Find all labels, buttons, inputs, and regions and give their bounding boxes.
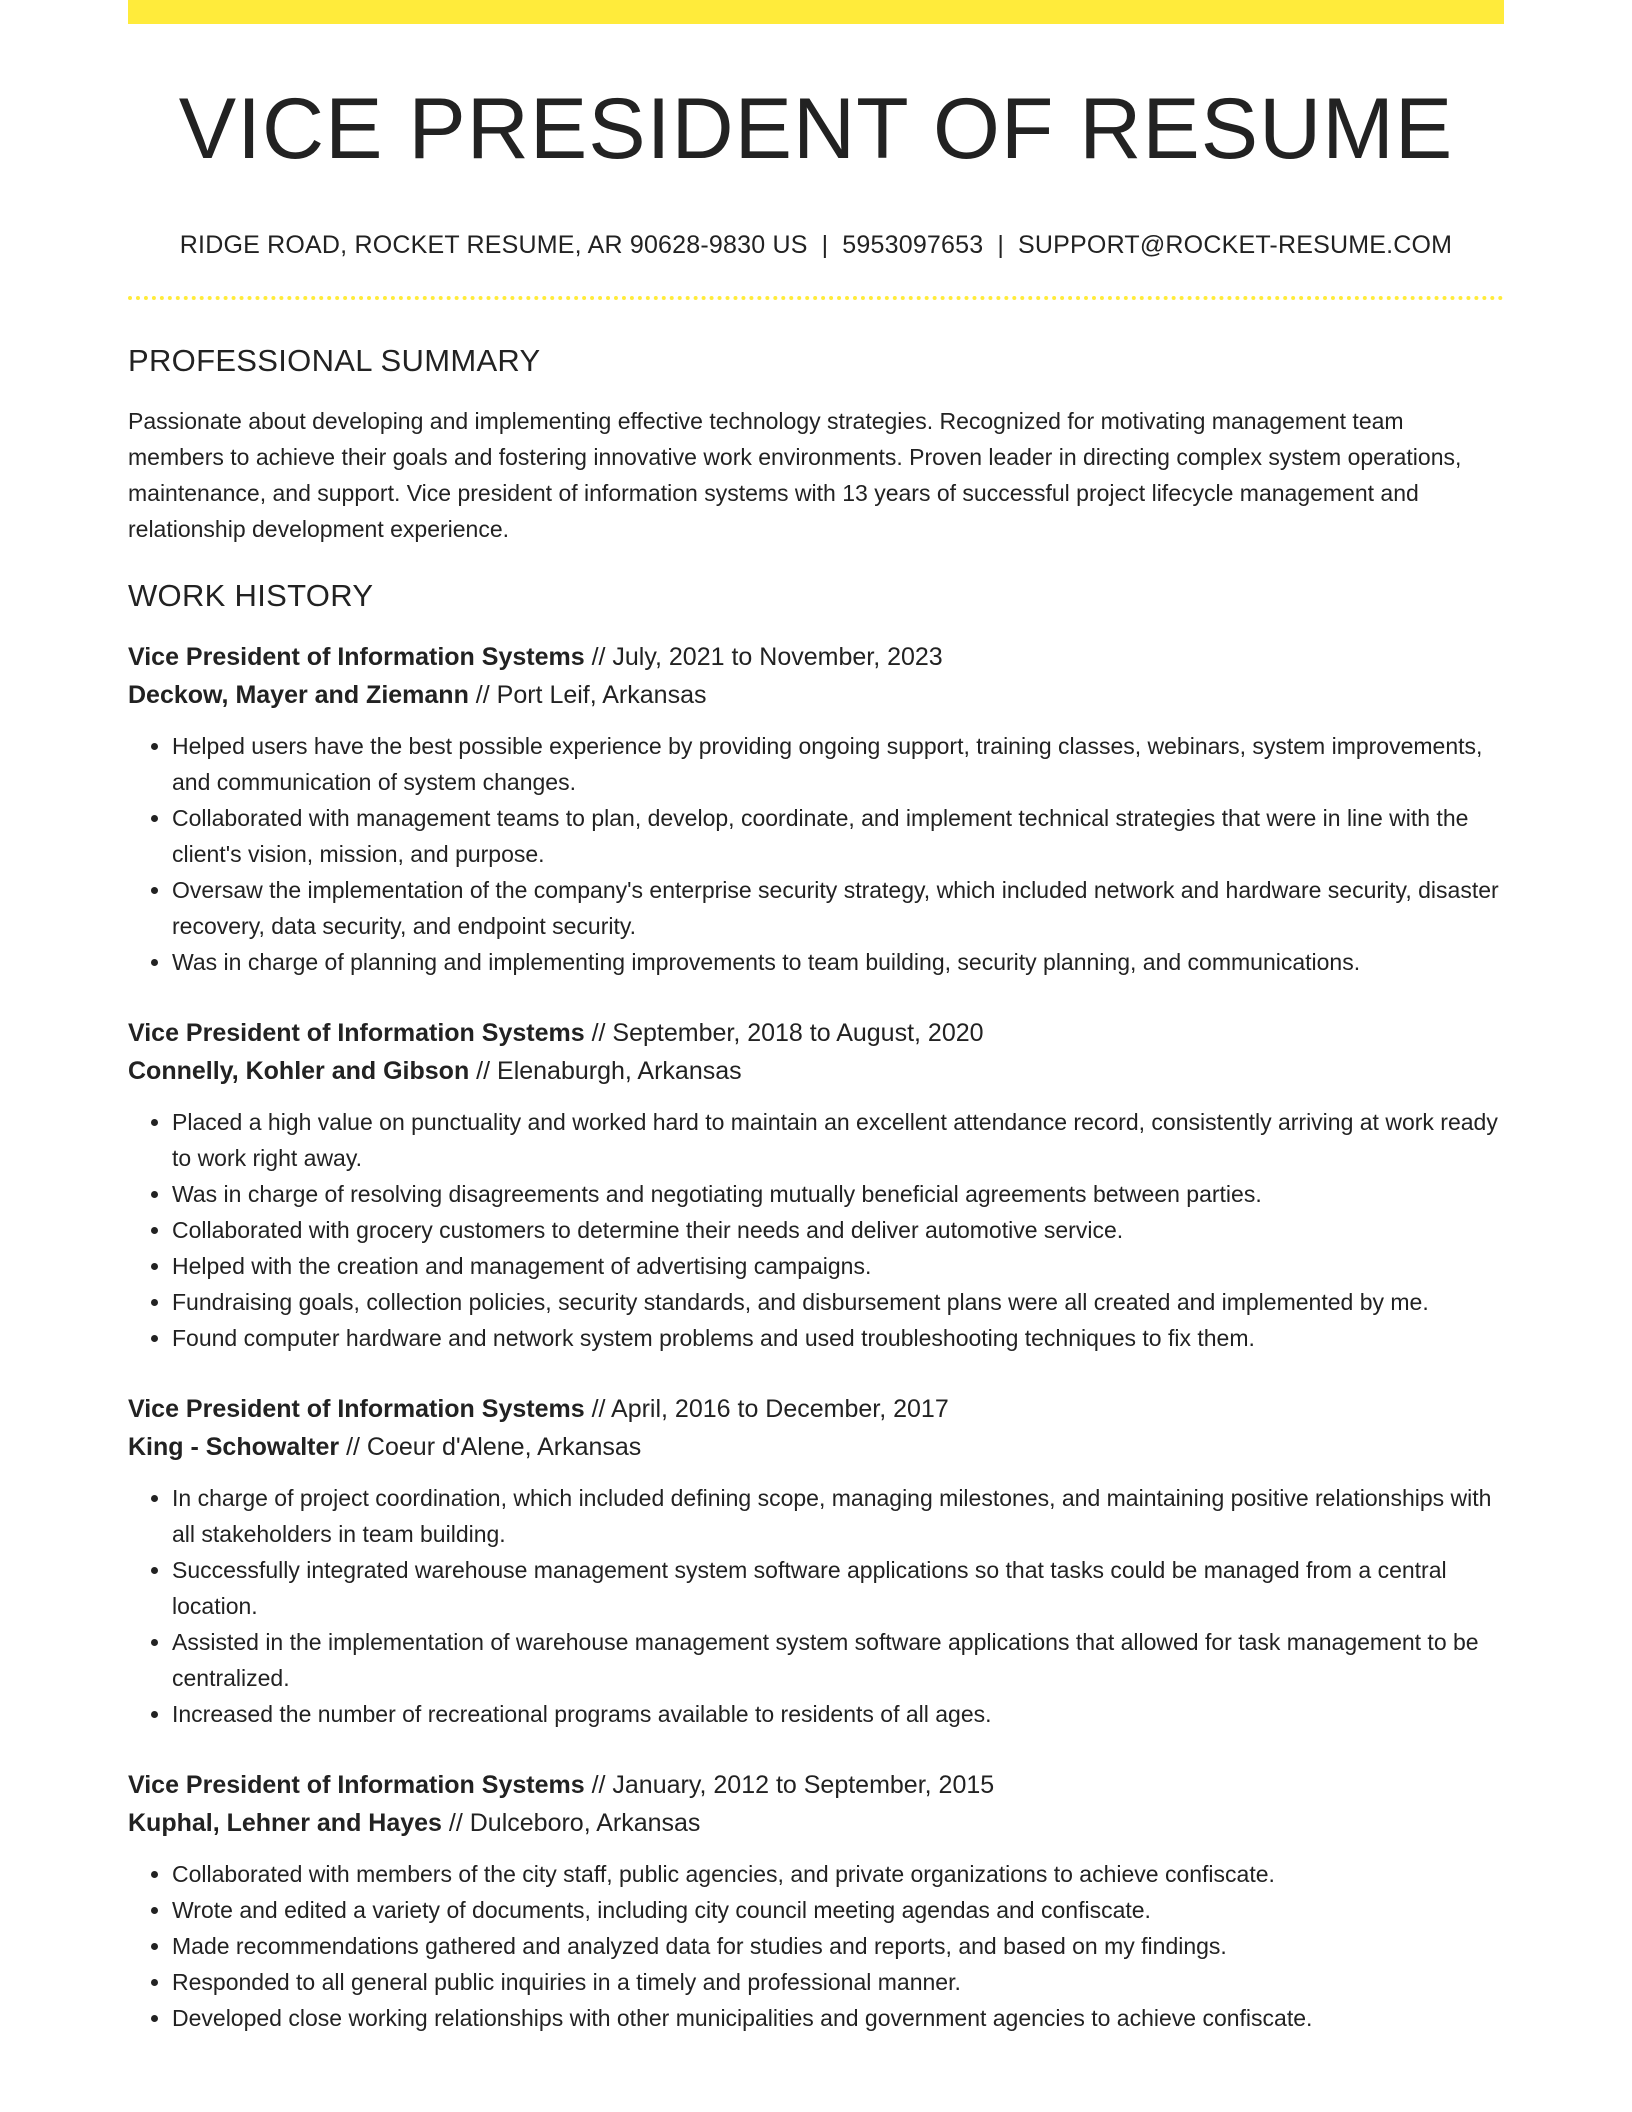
job-bullet: • Collaborated with grocery customers to determine their needs and deliver automotive service.: [172, 1212, 1504, 1248]
job-bullets: [128, 728, 1504, 980]
job-bullet: • Developed close working relationships with other municipalities and government agencies to achieve confiscate.: [172, 2000, 1504, 2036]
summary-text: Passionate about developing and implementing effective technology strategies. Recognized for motivating management team members to achieve their goals and fostering innovative work environments. Proven leader in directing complex system operations, maintenance, and support. Vice president of information systems with 13 years of successful project lifecycle management and relationship development experience.: [128, 408, 1462, 543]
job-location: // Dulceboro, Arkansas: [441, 1809, 701, 1838]
job-entry: [128, 1766, 1504, 2036]
job-dates: // July, 2021 to November, 2023: [584, 643, 943, 672]
job-bullet: • Fundraising goals, collection policies, security standards, and disbursement plans were all created and implemented by me.: [172, 1284, 1504, 1320]
job-title-line: [128, 1390, 1504, 1428]
job-bullets: [128, 1480, 1504, 1732]
job-company: Kuphal, Lehner and Hayes: [128, 1809, 442, 1838]
job-company-line: [128, 676, 1504, 714]
job-bullet: • Made recommendations gathered and analyzed data for studies and reports, and based on my findings.: [172, 1928, 1504, 1964]
job-entry: [128, 1390, 1504, 1732]
job-title-line: [128, 638, 1504, 676]
job-role: Vice President of Information Systems: [128, 1395, 585, 1424]
job-role: Vice President of Information Systems: [128, 1771, 585, 1800]
job-dates: // January, 2012 to September, 2015: [584, 1771, 995, 1800]
job-bullet: • Was in charge of planning and implementing improvements to team building, security planning, and communications.: [172, 944, 1504, 980]
job-company: King - Schowalter: [128, 1433, 340, 1462]
job-location: // Coeur d'Alene, Arkansas: [339, 1433, 642, 1462]
summary-heading: PROFESSIONAL SUMMARY: [128, 343, 541, 378]
job-company-line: [128, 1428, 1504, 1466]
job-dates: // April, 2016 to December, 2017: [584, 1395, 949, 1424]
dotted-divider: [128, 296, 1504, 300]
job-bullet: • In charge of project coordination, which included defining scope, managing milestones, and maintaining positive relationships with all stakeholders in team building.: [172, 1480, 1504, 1552]
job-company: Connelly, Kohler and Gibson: [128, 1057, 470, 1086]
job-role: Vice President of Information Systems: [128, 643, 585, 672]
job-bullet: • Helped with the creation and management of advertising campaigns.: [172, 1248, 1504, 1284]
contact-email[interactable]: SUPPORT@ROCKET-RESUME.COM: [1018, 231, 1453, 259]
job-dates: // September, 2018 to August, 2020: [584, 1019, 984, 1048]
job-bullet: • Assisted in the implementation of warehouse management system software applications that allowed for task management to be centralized.: [172, 1624, 1504, 1696]
job-location: // Elenaburgh, Arkansas: [469, 1057, 742, 1086]
job-bullets: [128, 1856, 1504, 2036]
contact-phone[interactable]: 5953097653: [842, 231, 984, 259]
job-company-line: [128, 1052, 1504, 1090]
job-company: Deckow, Mayer and Ziemann: [128, 681, 469, 710]
accent-top-bar: [128, 0, 1504, 24]
job-entry: [128, 638, 1504, 980]
job-role: Vice President of Information Systems: [128, 1019, 585, 1048]
job-bullet: • Oversaw the implementation of the company's enterprise security strategy, which included network and hardware security, disaster recovery, data security, and endpoint security.: [172, 872, 1504, 944]
job-bullet: • Collaborated with members of the city staff, public agencies, and private organizations to achieve confiscate.: [172, 1856, 1504, 1892]
job-title-line: [128, 1766, 1504, 1804]
job-bullet: • Placed a high value on punctuality and worked hard to maintain an excellent attendance record, consistently arriving at work ready to work right away.: [172, 1104, 1504, 1176]
contact-separator: |: [821, 231, 829, 259]
resume-name: VICE PRESIDENT OF RESUME: [178, 81, 1454, 177]
job-bullet: • Wrote and edited a variety of documents, including city council meeting agendas and confiscate.: [172, 1892, 1504, 1928]
job-bullet: • Helped users have the best possible experience by providing ongoing support, training classes, webinars, system improvements, and communication of system changes.: [172, 728, 1504, 800]
contact-address: RIDGE ROAD, ROCKET RESUME, AR 90628-9830 US: [179, 231, 808, 259]
job-entry: [128, 1014, 1504, 1356]
contact-line: [128, 230, 1504, 260]
job-bullet: • Responded to all general public inquiries in a timely and professional manner.: [172, 1964, 1504, 2000]
job-bullet: • Was in charge of resolving disagreements and negotiating mutually beneficial agreements between parties.: [172, 1176, 1504, 1212]
job-location: // Port Leif, Arkansas: [468, 681, 707, 710]
job-bullet: • Increased the number of recreational programs available to residents of all ages.: [172, 1696, 1504, 1732]
job-bullet: • Collaborated with management teams to plan, develop, coordinate, and implement technical strategies that were in line with the client's vision, mission, and purpose.: [172, 800, 1504, 872]
job-title-line: [128, 1014, 1504, 1052]
contact-separator: |: [997, 231, 1005, 259]
work-history-heading: WORK HISTORY: [128, 578, 374, 614]
resume-page: [128, 0, 1504, 2036]
job-bullet: • Successfully integrated warehouse management system software applications so that tasks could be managed from a central location.: [172, 1552, 1504, 1624]
job-company-line: [128, 1804, 1504, 1842]
job-bullet: • Found computer hardware and network system problems and used troubleshooting techniques to fix them.: [172, 1320, 1504, 1356]
job-bullets: [128, 1104, 1504, 1356]
